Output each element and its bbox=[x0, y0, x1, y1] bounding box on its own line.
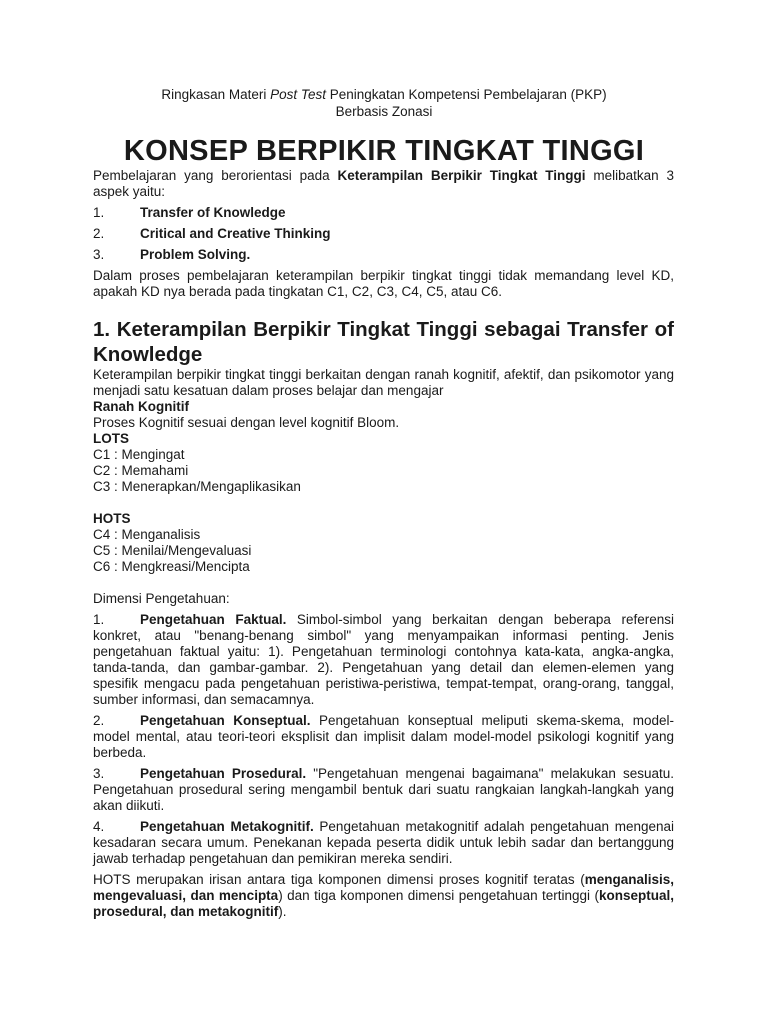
header-text-a: Ringkasan Materi bbox=[161, 87, 271, 102]
hots-item: C6 : Mengkreasi/Mencipta bbox=[93, 559, 250, 574]
dimensi-term: Pengetahuan Faktual. bbox=[140, 612, 287, 627]
lots-list bbox=[93, 447, 674, 495]
aspects-list bbox=[93, 205, 674, 263]
closing-text-c: ). bbox=[278, 904, 287, 919]
dimensi-item bbox=[93, 819, 674, 867]
dimensi-number: 3. bbox=[93, 766, 105, 781]
closing-text-b: ) dan tiga komponen dimensi pengetahuan tertinggi ( bbox=[278, 888, 599, 903]
dimensi-term: Pengetahuan Konseptual. bbox=[140, 713, 311, 728]
process-note: Dalam proses pembelajaran keterampilan berpikir tingkat tinggi tidak memandang level KD, apakah KD nya berada pada tingkatan C1, C2, C3, C4, C5, atau C6. bbox=[93, 268, 674, 299]
dimensi-number: 1. bbox=[93, 612, 105, 627]
ranah-desc: Proses Kognitif sesuai dengan level kognitif Bloom. bbox=[93, 415, 400, 430]
hots-item: C4 : Menganalisis bbox=[93, 527, 201, 542]
closing-paragraph bbox=[93, 872, 674, 920]
aspect-label: Critical and Creative Thinking bbox=[140, 226, 331, 241]
dimensi-term: Pengetahuan Prosedural. bbox=[140, 766, 307, 781]
hots-list bbox=[93, 527, 674, 575]
intro-text-a: Pembelajaran yang berorientasi pada bbox=[93, 168, 338, 183]
dimensi-item bbox=[93, 612, 674, 708]
intro-text-b: melibatkan 3 aspek yaitu: bbox=[93, 168, 674, 199]
dimensi-text: Simbol-simbol yang berkaitan dengan beberapa referensi konkret, atau "benang-benang simbol" yang menyampaikan informasi penting. Jenis pengetahuan faktual yaitu: 1). Pengetahuan terminologi contohnya kata-kata, angka-angka, tanda-tanda, dan gambar-gambar. 2). Pengetahuan yang detail dan elemen-elemen yang spesifik mengacu pada pengetahuan peristiwa-peristiwa, tempat-tempat, orang-orang, tanggal, sumber informasi, dan semacamnya. bbox=[93, 612, 674, 707]
section-1-desc: Keterampilan berpikir tingkat tinggi berkaitan dengan ranah kognitif, afektif, dan psikomotor yang menjadi satu kesatuan dalam proses belajar dan mengajar bbox=[93, 367, 674, 398]
dimensi-heading: Dimensi Pengetahuan: bbox=[93, 591, 230, 606]
main-title: KONSEP BERPIKIR TINGKAT TINGGI bbox=[123, 135, 645, 167]
dimensi-item bbox=[93, 766, 674, 814]
aspect-label: Problem Solving. bbox=[140, 247, 251, 262]
header-line-2: Berbasis Zonasi bbox=[335, 104, 433, 119]
dimensi-number: 2. bbox=[93, 713, 105, 728]
header-line-1 bbox=[0, 86, 768, 103]
document-header bbox=[0, 86, 768, 120]
dimensi-text: Pengetahuan metakognitif adalah pengetahuan mengenai kesadaran secara umum. Penekanan kepada peserta didik untuk lebih sadar dan bertanggung jawab terhadap pengetahuan dan pemikiran mereka sendiri. bbox=[93, 819, 674, 866]
lots-item: C1 : Mengingat bbox=[93, 447, 185, 462]
aspect-number: 3. bbox=[93, 247, 105, 262]
header-italic: Post Test bbox=[270, 87, 326, 102]
section-1-title: 1. Keterampilan Berpikir Tingkat Tinggi sebagai Transfer of Knowledge bbox=[93, 318, 674, 366]
hots-heading: HOTS bbox=[93, 511, 131, 526]
dimensi-term: Pengetahuan Metakognitif. bbox=[140, 819, 314, 834]
dimensi-text: "Pengetahuan mengenai bagaimana" melakukan sesuatu. Pengetahuan prosedural sering mengambil bentuk dari suatu rangkaian langkah-langkah yang akan diikuti. bbox=[93, 766, 674, 813]
closing-text-a: HOTS merupakan irisan antara tiga komponen dimensi proses kognitif teratas ( bbox=[93, 872, 585, 887]
document-body bbox=[93, 168, 674, 920]
dimensi-item bbox=[93, 713, 674, 761]
intro-bold: Keterampilan Berpikir Tingkat Tinggi bbox=[337, 168, 586, 183]
dimensi-number: 4. bbox=[93, 819, 105, 834]
lots-heading: LOTS bbox=[93, 431, 129, 446]
hots-item: C5 : Menilai/Mengevaluasi bbox=[93, 543, 252, 558]
ranah-heading: Ranah Kognitif bbox=[93, 399, 189, 414]
dimensi-list bbox=[93, 612, 674, 867]
intro-paragraph bbox=[93, 168, 674, 200]
dimensi-text: Pengetahuan konseptual meliputi skema-skema, model-model mental, atau teori-teori eksplisit dan implisit dalam model-model psikologi kognitif yang berbeda. bbox=[93, 713, 674, 760]
closing-bold-1: menganalisis, mengevaluasi, dan mencipta bbox=[93, 872, 674, 903]
aspect-item bbox=[93, 226, 674, 242]
aspect-label: Transfer of Knowledge bbox=[140, 205, 286, 220]
aspect-number: 1. bbox=[93, 205, 105, 220]
lots-item: C2 : Memahami bbox=[93, 463, 189, 478]
aspect-item bbox=[93, 205, 674, 221]
aspect-item bbox=[93, 247, 674, 263]
header-text-b: Peningkatan Kompetensi Pembelajaran (PKP) bbox=[325, 87, 607, 102]
lots-item: C3 : Menerapkan/Mengaplikasikan bbox=[93, 479, 301, 494]
closing-bold-2: konseptual, prosedural, dan metakognitif bbox=[93, 888, 675, 919]
aspect-number: 2. bbox=[93, 226, 105, 241]
